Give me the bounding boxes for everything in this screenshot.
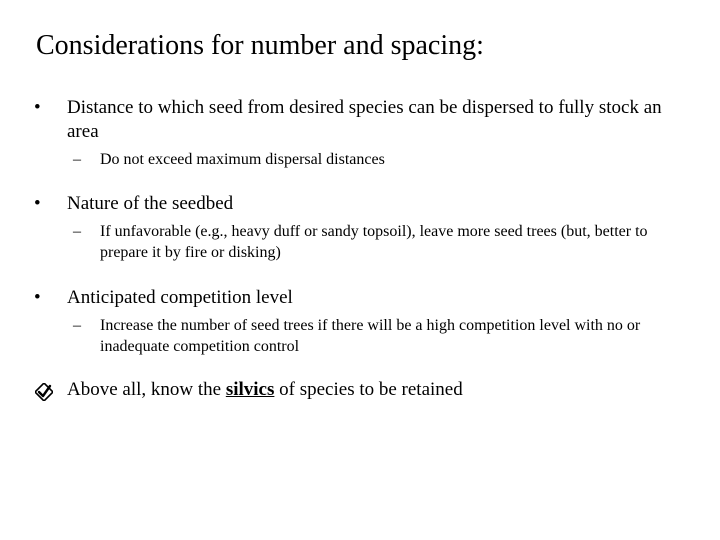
sub-bullet-marker: – <box>73 317 81 334</box>
diamond-checkmark-icon <box>35 383 53 401</box>
bullet-marker: • <box>34 193 41 214</box>
sub-bullet-marker: – <box>73 151 81 168</box>
final-point-text <box>67 378 463 402</box>
sub-bullet-marker: – <box>73 223 81 240</box>
final-point-before: Above all, know the <box>67 379 226 400</box>
slide-title: Considerations for number and spacing: <box>36 30 484 61</box>
final-point-after: of species to be retained <box>274 379 463 400</box>
sub-bullet-text-competition: Increase the number of seed trees if there will be a high competition level with no or inadequate competition control <box>100 317 641 355</box>
silvics-emphasis: silvics <box>225 379 275 400</box>
bullet-marker: • <box>34 97 41 118</box>
sub-bullet-text-dispersal: Do not exceed maximum dispersal distances <box>100 151 385 168</box>
bullet-text-dispersal-distance: Distance to which seed from desired species can be dispersed to fully stock an area <box>67 97 662 142</box>
sub-bullet-text-seedbed: If unfavorable (e.g., heavy duff or sandy topsoil), leave more seed trees (but, better to prepare it by fire or disking) <box>100 223 648 261</box>
bullet-text-seedbed: Nature of the seedbed <box>67 193 234 214</box>
bullet-marker: • <box>34 287 41 308</box>
bullet-text-competition: Anticipated competition level <box>67 287 293 308</box>
